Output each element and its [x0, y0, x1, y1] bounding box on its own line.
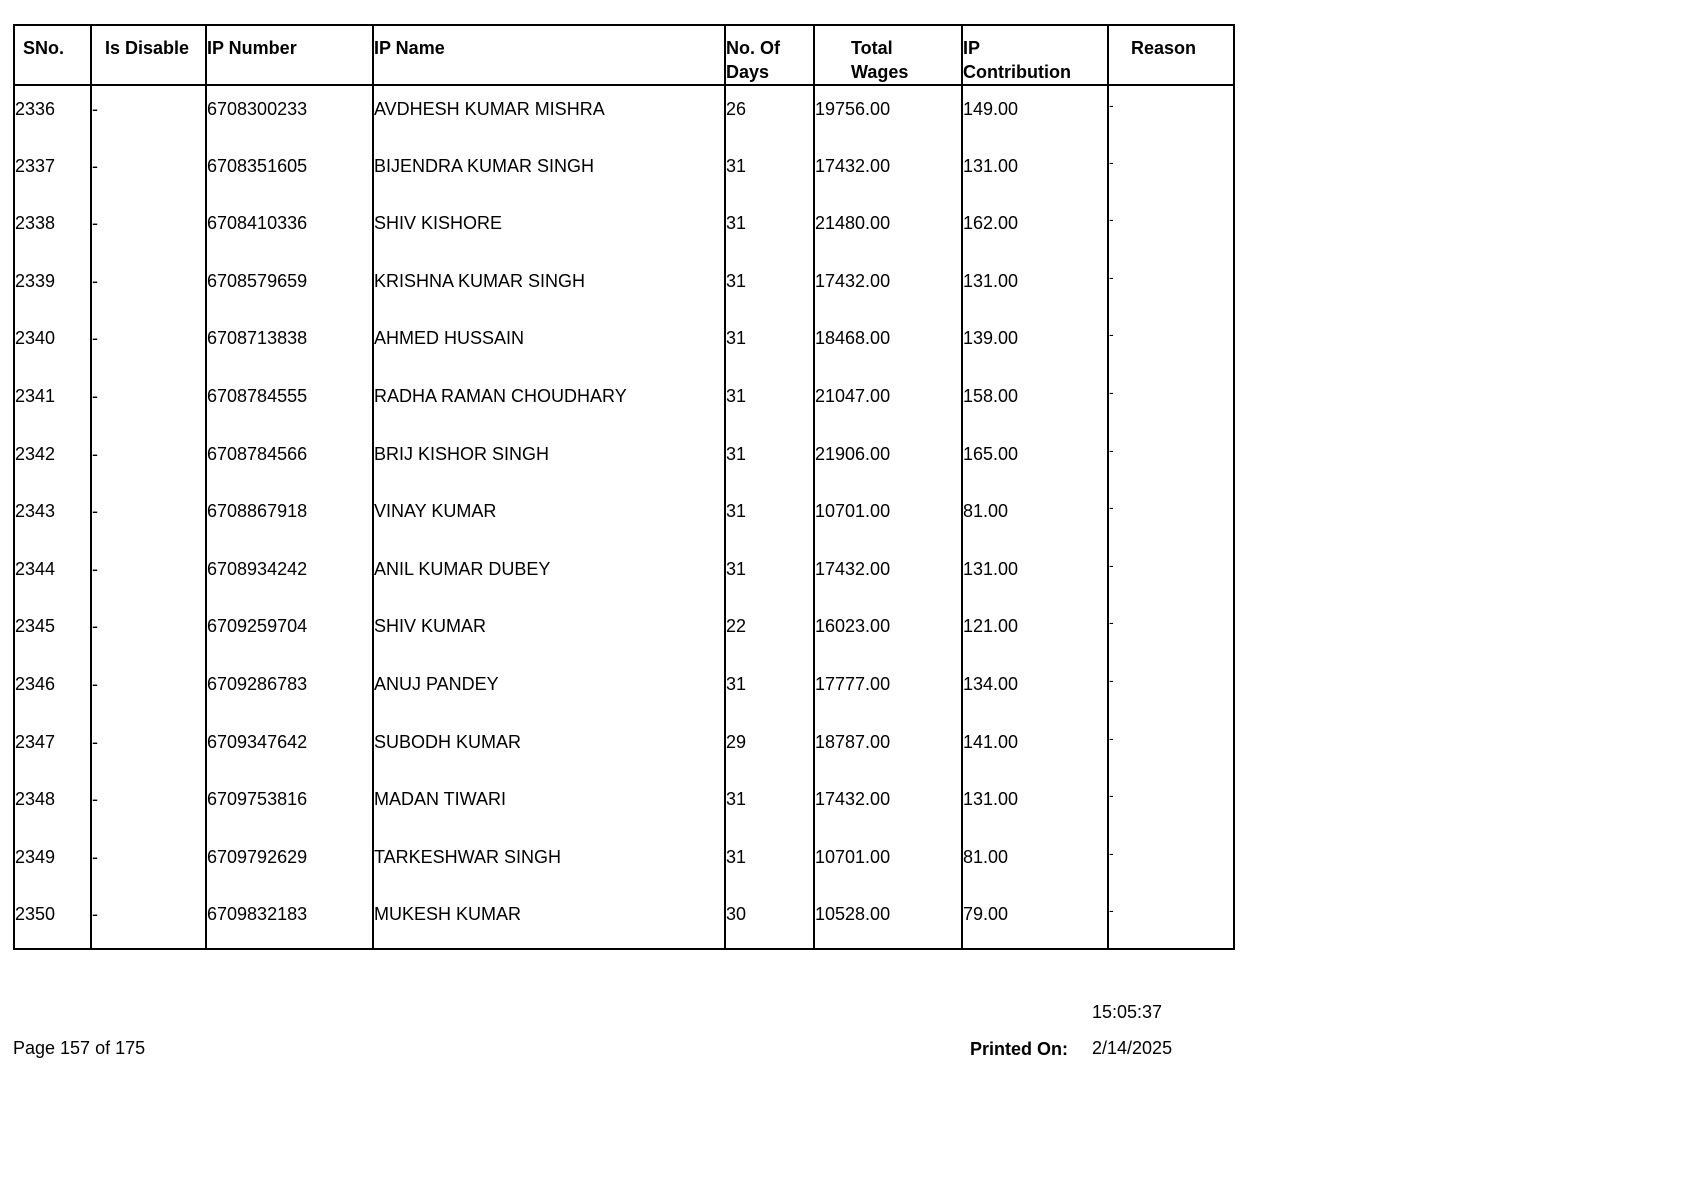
cell-sno: 2342 — [14, 431, 91, 489]
header-no-of-days — [725, 25, 814, 85]
cell-ip-contribution: 141.00 — [962, 719, 1108, 777]
table-row — [14, 488, 1234, 546]
cell-is-disable: - — [91, 315, 206, 373]
cell-is-disable: - — [91, 719, 206, 777]
cell-total-wages: 17432.00 — [814, 258, 962, 316]
cell-total-wages: 21906.00 — [814, 431, 962, 489]
header-total-wages-line1: Total — [851, 38, 893, 58]
cell-sno: 2339 — [14, 258, 91, 316]
cell-ip-name: AHMED HUSSAIN — [373, 315, 725, 373]
cell-sno: 2345 — [14, 603, 91, 661]
cell-ip-name: AVDHESH KUMAR MISHRA — [373, 85, 725, 143]
cell-reason: - — [1108, 719, 1234, 777]
cell-ip-name: SHIV KUMAR — [373, 603, 725, 661]
cell-ip-number: 6708300233 — [206, 85, 373, 143]
header-no-of-days-line2: Days — [726, 62, 770, 82]
table-row — [14, 603, 1234, 661]
cell-ip-name: ANIL KUMAR DUBEY — [373, 546, 725, 604]
cell-ip-contribution: 131.00 — [962, 258, 1108, 316]
table-header-row — [14, 25, 1234, 85]
cell-ip-name: BIJENDRA KUMAR SINGH — [373, 143, 725, 201]
cell-sno: 2350 — [14, 891, 91, 949]
printed-on-label: Printed On: — [970, 1039, 1068, 1059]
cell-ip-name: ANUJ PANDEY — [373, 661, 725, 719]
table-row — [14, 431, 1234, 489]
header-no-of-days-line1: No. Of — [726, 38, 780, 58]
cell-no-of-days: 31 — [725, 834, 814, 892]
cell-no-of-days: 31 — [725, 661, 814, 719]
cell-ip-contribution: 139.00 — [962, 315, 1108, 373]
cell-no-of-days: 31 — [725, 546, 814, 604]
cell-ip-name: KRISHNA KUMAR SINGH — [373, 258, 725, 316]
table-row — [14, 661, 1234, 719]
cell-ip-name: MADAN TIWARI — [373, 776, 725, 834]
cell-no-of-days: 31 — [725, 315, 814, 373]
cell-is-disable: - — [91, 834, 206, 892]
cell-sno: 2343 — [14, 488, 91, 546]
cell-reason: - — [1108, 834, 1234, 892]
cell-no-of-days: 30 — [725, 891, 814, 949]
cell-reason: - — [1108, 315, 1234, 373]
cell-total-wages: 17432.00 — [814, 546, 962, 604]
cell-total-wages: 17432.00 — [814, 143, 962, 201]
cell-sno: 2348 — [14, 776, 91, 834]
cell-total-wages: 10528.00 — [814, 891, 962, 949]
table-row — [14, 315, 1234, 373]
header-is-disable: Is Disable — [91, 25, 206, 85]
cell-ip-number: 6709259704 — [206, 603, 373, 661]
cell-ip-name: SUBODH KUMAR — [373, 719, 725, 777]
table-row — [14, 200, 1234, 258]
header-total-wages-line2: Wages — [851, 62, 909, 82]
cell-is-disable: - — [91, 488, 206, 546]
cell-reason: - — [1108, 431, 1234, 489]
cell-ip-contribution: 131.00 — [962, 776, 1108, 834]
cell-reason: - — [1108, 776, 1234, 834]
cell-ip-number: 6709286783 — [206, 661, 373, 719]
cell-reason: - — [1108, 488, 1234, 546]
cell-sno: 2338 — [14, 200, 91, 258]
table-row — [14, 373, 1234, 431]
table-row — [14, 546, 1234, 604]
cell-is-disable: - — [91, 891, 206, 949]
table-row — [14, 143, 1234, 201]
cell-is-disable: - — [91, 85, 206, 143]
cell-total-wages: 10701.00 — [814, 488, 962, 546]
cell-ip-number: 6708410336 — [206, 200, 373, 258]
cell-reason: - — [1108, 603, 1234, 661]
cell-is-disable: - — [91, 431, 206, 489]
cell-is-disable: - — [91, 603, 206, 661]
table-body — [14, 85, 1234, 949]
printed-time: 15:05:37 — [1092, 1002, 1163, 1022]
cell-sno: 2337 — [14, 143, 91, 201]
cell-sno: 2340 — [14, 315, 91, 373]
cell-total-wages: 18468.00 — [814, 315, 962, 373]
cell-ip-number: 6708713838 — [206, 315, 373, 373]
cell-ip-contribution: 134.00 — [962, 661, 1108, 719]
cell-ip-contribution: 81.00 — [962, 488, 1108, 546]
cell-no-of-days: 31 — [725, 200, 814, 258]
cell-ip-contribution: 131.00 — [962, 143, 1108, 201]
cell-ip-number: 6709792629 — [206, 834, 373, 892]
cell-is-disable: - — [91, 258, 206, 316]
cell-no-of-days: 29 — [725, 719, 814, 777]
cell-ip-number: 6708934242 — [206, 546, 373, 604]
cell-ip-name: SHIV KISHORE — [373, 200, 725, 258]
header-sno: SNo. — [14, 25, 91, 85]
page-number: Page 157 of 175 — [13, 1038, 146, 1058]
table-row — [14, 776, 1234, 834]
cell-no-of-days: 31 — [725, 776, 814, 834]
cell-is-disable: - — [91, 661, 206, 719]
header-reason: Reason — [1108, 25, 1234, 85]
table-row — [14, 85, 1234, 143]
cell-total-wages: 17777.00 — [814, 661, 962, 719]
cell-sno: 2344 — [14, 546, 91, 604]
cell-sno: 2336 — [14, 85, 91, 143]
cell-ip-contribution: 158.00 — [962, 373, 1108, 431]
cell-no-of-days: 31 — [725, 143, 814, 201]
cell-ip-name: BRIJ KISHOR SINGH — [373, 431, 725, 489]
cell-is-disable: - — [91, 143, 206, 201]
cell-no-of-days: 31 — [725, 488, 814, 546]
cell-ip-number: 6708784566 — [206, 431, 373, 489]
table-row — [14, 258, 1234, 316]
cell-total-wages: 21047.00 — [814, 373, 962, 431]
cell-ip-number: 6708784555 — [206, 373, 373, 431]
table-row — [14, 719, 1234, 777]
cell-reason: - — [1108, 546, 1234, 604]
cell-reason: - — [1108, 258, 1234, 316]
cell-ip-number: 6709347642 — [206, 719, 373, 777]
table-row — [14, 891, 1234, 949]
cell-total-wages: 17432.00 — [814, 776, 962, 834]
contribution-table — [13, 24, 1235, 950]
cell-ip-number: 6708579659 — [206, 258, 373, 316]
cell-ip-number: 6708351605 — [206, 143, 373, 201]
cell-is-disable: - — [91, 200, 206, 258]
cell-ip-name: MUKESH KUMAR — [373, 891, 725, 949]
cell-ip-number: 6708867918 — [206, 488, 373, 546]
cell-reason: - — [1108, 85, 1234, 143]
cell-total-wages: 10701.00 — [814, 834, 962, 892]
cell-is-disable: - — [91, 373, 206, 431]
cell-ip-contribution: 165.00 — [962, 431, 1108, 489]
cell-no-of-days: 31 — [725, 258, 814, 316]
cell-ip-name: VINAY KUMAR — [373, 488, 725, 546]
header-ip-contribution — [962, 25, 1108, 85]
cell-ip-contribution: 79.00 — [962, 891, 1108, 949]
header-ip-number: IP Number — [206, 25, 373, 85]
cell-sno: 2349 — [14, 834, 91, 892]
cell-total-wages: 19756.00 — [814, 85, 962, 143]
cell-sno: 2347 — [14, 719, 91, 777]
header-total-wages — [814, 25, 962, 85]
cell-ip-contribution: 121.00 — [962, 603, 1108, 661]
cell-reason: - — [1108, 373, 1234, 431]
cell-ip-contribution: 81.00 — [962, 834, 1108, 892]
header-ip-name: IP Name — [373, 25, 725, 85]
cell-reason: - — [1108, 200, 1234, 258]
table-row — [14, 834, 1234, 892]
cell-ip-contribution: 162.00 — [962, 200, 1108, 258]
printed-date: 2/14/2025 — [1092, 1038, 1173, 1058]
cell-no-of-days: 31 — [725, 373, 814, 431]
cell-no-of-days: 22 — [725, 603, 814, 661]
cell-is-disable: - — [91, 776, 206, 834]
header-ip-contribution-line1: IP — [963, 38, 981, 58]
cell-total-wages: 21480.00 — [814, 200, 962, 258]
cell-reason: - — [1108, 143, 1234, 201]
cell-ip-contribution: 131.00 — [962, 546, 1108, 604]
header-ip-contribution-line2: Contribution — [963, 62, 1071, 82]
cell-ip-name: RADHA RAMAN CHOUDHARY — [373, 373, 725, 431]
cell-total-wages: 16023.00 — [814, 603, 962, 661]
cell-sno: 2341 — [14, 373, 91, 431]
cell-no-of-days: 31 — [725, 431, 814, 489]
cell-is-disable: - — [91, 546, 206, 604]
cell-total-wages: 18787.00 — [814, 719, 962, 777]
cell-ip-number: 6709832183 — [206, 891, 373, 949]
cell-no-of-days: 26 — [725, 85, 814, 143]
cell-ip-contribution: 149.00 — [962, 85, 1108, 143]
cell-ip-name: TARKESHWAR SINGH — [373, 834, 725, 892]
cell-reason: - — [1108, 891, 1234, 949]
cell-ip-number: 6709753816 — [206, 776, 373, 834]
cell-reason: - — [1108, 661, 1234, 719]
cell-sno: 2346 — [14, 661, 91, 719]
